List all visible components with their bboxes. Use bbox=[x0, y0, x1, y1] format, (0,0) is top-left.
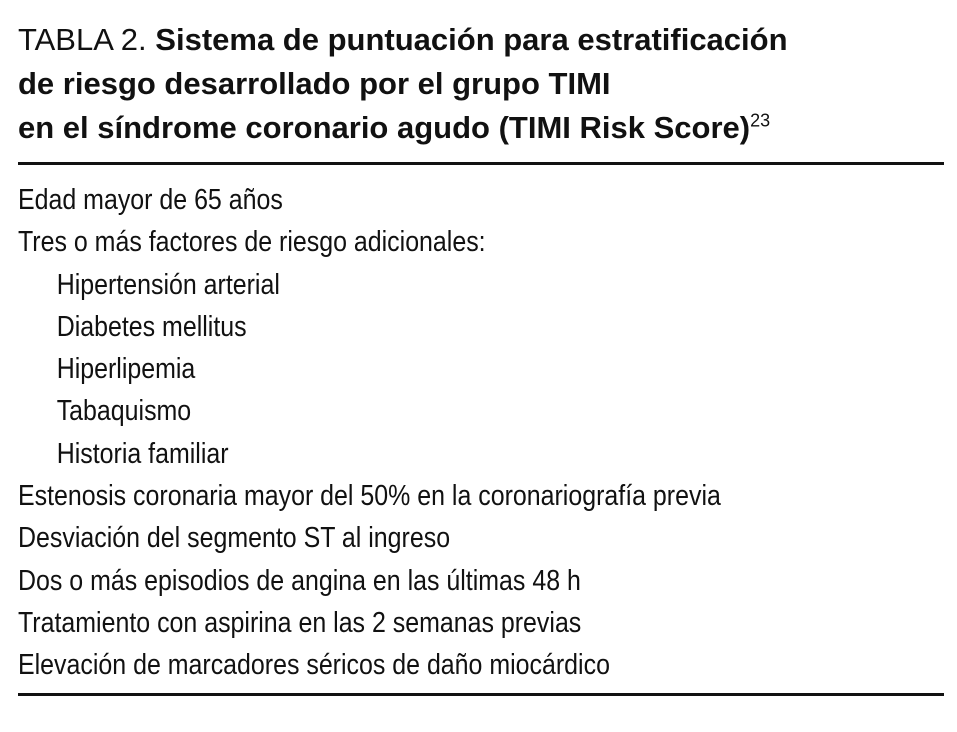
table-title-line-3: en el síndrome coronario agudo (TIMI Risk Score) bbox=[18, 110, 751, 145]
criteria-item: Tratamiento con aspirina en las 2 semanas previas bbox=[18, 606, 582, 639]
criteria-item: Dos o más episodios de angina en las últimas 48 h bbox=[18, 564, 581, 597]
criteria-item: Estenosis coronaria mayor del 50% en la coronariografía previa bbox=[18, 480, 721, 513]
criteria-item: Desviación del segmento ST al ingreso bbox=[18, 522, 451, 555]
table-title-line-2: de riesgo desarrollado por el grupo TIMI bbox=[18, 66, 611, 101]
criteria-list bbox=[18, 165, 944, 687]
criteria-subitem: Hipertensión arterial bbox=[56, 268, 280, 301]
table-caption bbox=[18, 18, 944, 154]
table bbox=[18, 18, 944, 696]
table-title-line-1: Sistema de puntuación para estratificación bbox=[155, 22, 788, 57]
table-number: TABLA 2. bbox=[18, 22, 147, 57]
criteria-subitem: Historia familiar bbox=[56, 437, 229, 470]
criteria-item: Tres o más factores de riesgo adicionales: bbox=[18, 226, 486, 259]
criteria-subitem: Hiperlipemia bbox=[56, 353, 196, 386]
reference-superscript: 23 bbox=[750, 110, 771, 131]
criteria-item: Edad mayor de 65 años bbox=[18, 184, 283, 216]
criteria-subitem: Diabetes mellitus bbox=[56, 310, 247, 343]
bottom-rule bbox=[18, 693, 944, 696]
criteria-item: Elevación de marcadores séricos de daño miocárdico bbox=[18, 649, 610, 682]
criteria-subitem: Tabaquismo bbox=[56, 395, 192, 428]
